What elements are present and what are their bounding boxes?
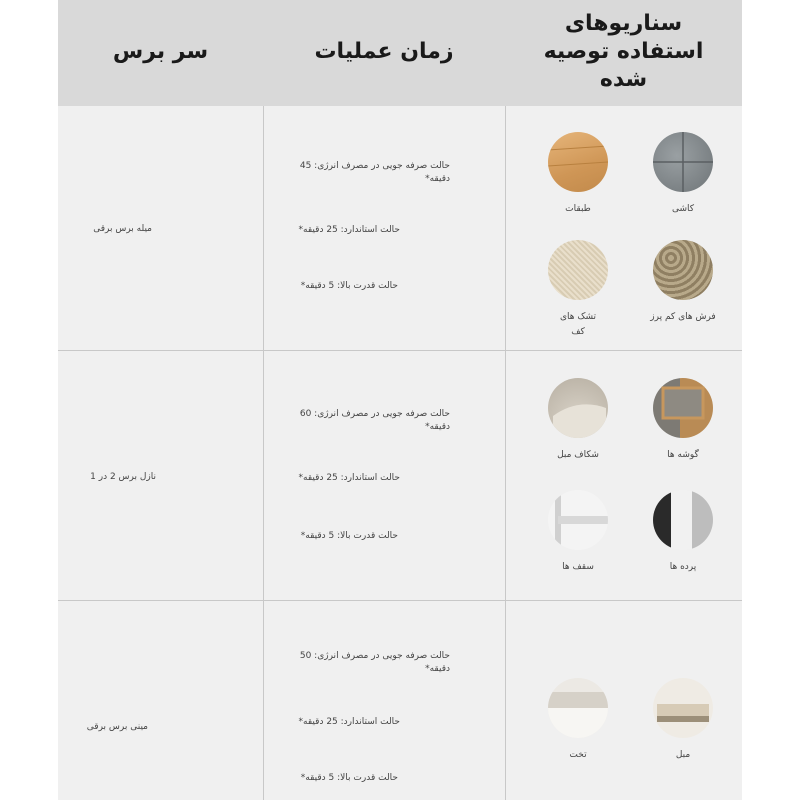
- scenario-item: [533, 678, 623, 763]
- brush-name: مینی برس برقی: [86, 722, 148, 732]
- scenario-label: سقف ها: [562, 562, 594, 572]
- header-scenarios-line: سناریوهای: [564, 11, 683, 36]
- header-brush-head: سر برس: [112, 39, 209, 64]
- wood-floor-icon: [548, 132, 608, 192]
- sofa-icon: [653, 678, 713, 738]
- time-line: حالت قدرت بالا: 5 دقیقه*: [300, 281, 398, 291]
- curtain-icon: [653, 490, 713, 550]
- scenario-item: [533, 240, 623, 340]
- scenario-item: [638, 240, 728, 325]
- table-header: [58, 0, 742, 106]
- time-line: حالت صرفه جویی در مصرف انرژی: 60 دقیقه*: [299, 409, 450, 432]
- time-line: حالت استاندارد: 25 دقیقه*: [298, 225, 400, 235]
- scenario-item: [638, 678, 728, 763]
- brush-name: نازل برس 2 در 1: [90, 472, 156, 482]
- brush-name: میله برس برقی: [93, 224, 152, 234]
- header-scenarios-line: شده: [599, 67, 648, 92]
- scenario-item: [638, 490, 728, 575]
- header-operation-time: زمان عملیات: [314, 39, 454, 64]
- scenario-label: مبل: [675, 750, 691, 760]
- bed-icon: [548, 678, 608, 738]
- mat-icon: [548, 240, 608, 300]
- brush-comparison-table: [58, 0, 742, 800]
- time-line: حالت صرفه جویی در مصرف انرژی: 50 دقیقه*: [299, 651, 450, 674]
- row-divider: [58, 350, 742, 351]
- time-line: حالت صرفه جویی در مصرف انرژی: 45 دقیقه*: [299, 161, 450, 184]
- row-divider: [58, 600, 742, 601]
- scenario-label: شکاف مبل: [557, 450, 599, 460]
- time-line: حالت استاندارد: 25 دقیقه*: [298, 717, 400, 727]
- time-line: حالت استاندارد: 25 دقیقه*: [298, 473, 400, 483]
- ceiling-icon: [548, 490, 608, 550]
- scenario-label: کاشی: [671, 204, 695, 214]
- scenario-label: طبقات: [565, 204, 591, 214]
- scenario-item: [533, 132, 623, 217]
- scenario-item: [638, 132, 728, 217]
- tile-icon: [653, 132, 713, 192]
- scenario-item: [533, 490, 623, 575]
- corner-icon: [653, 378, 713, 438]
- scenario-label: فرش های کم پرز: [650, 312, 716, 322]
- scenario-item: [638, 378, 728, 463]
- header-scenarios: [505, 10, 742, 94]
- column-divider: [505, 106, 506, 800]
- time-line: حالت قدرت بالا: 5 دقیقه*: [300, 773, 398, 783]
- scenario-label: تشک های کف: [560, 312, 596, 337]
- scenario-label: تخت: [569, 750, 587, 760]
- header-scenarios-line: استفاده توصیه: [543, 39, 704, 64]
- scenario-item: [533, 378, 623, 463]
- column-divider: [263, 106, 264, 800]
- time-line: حالت قدرت بالا: 5 دقیقه*: [300, 531, 398, 541]
- scenario-label: پرده ها: [669, 562, 697, 572]
- scenario-label: گوشه ها: [667, 450, 699, 460]
- sofa-gap-icon: [548, 378, 608, 438]
- carpet-icon: [653, 240, 713, 300]
